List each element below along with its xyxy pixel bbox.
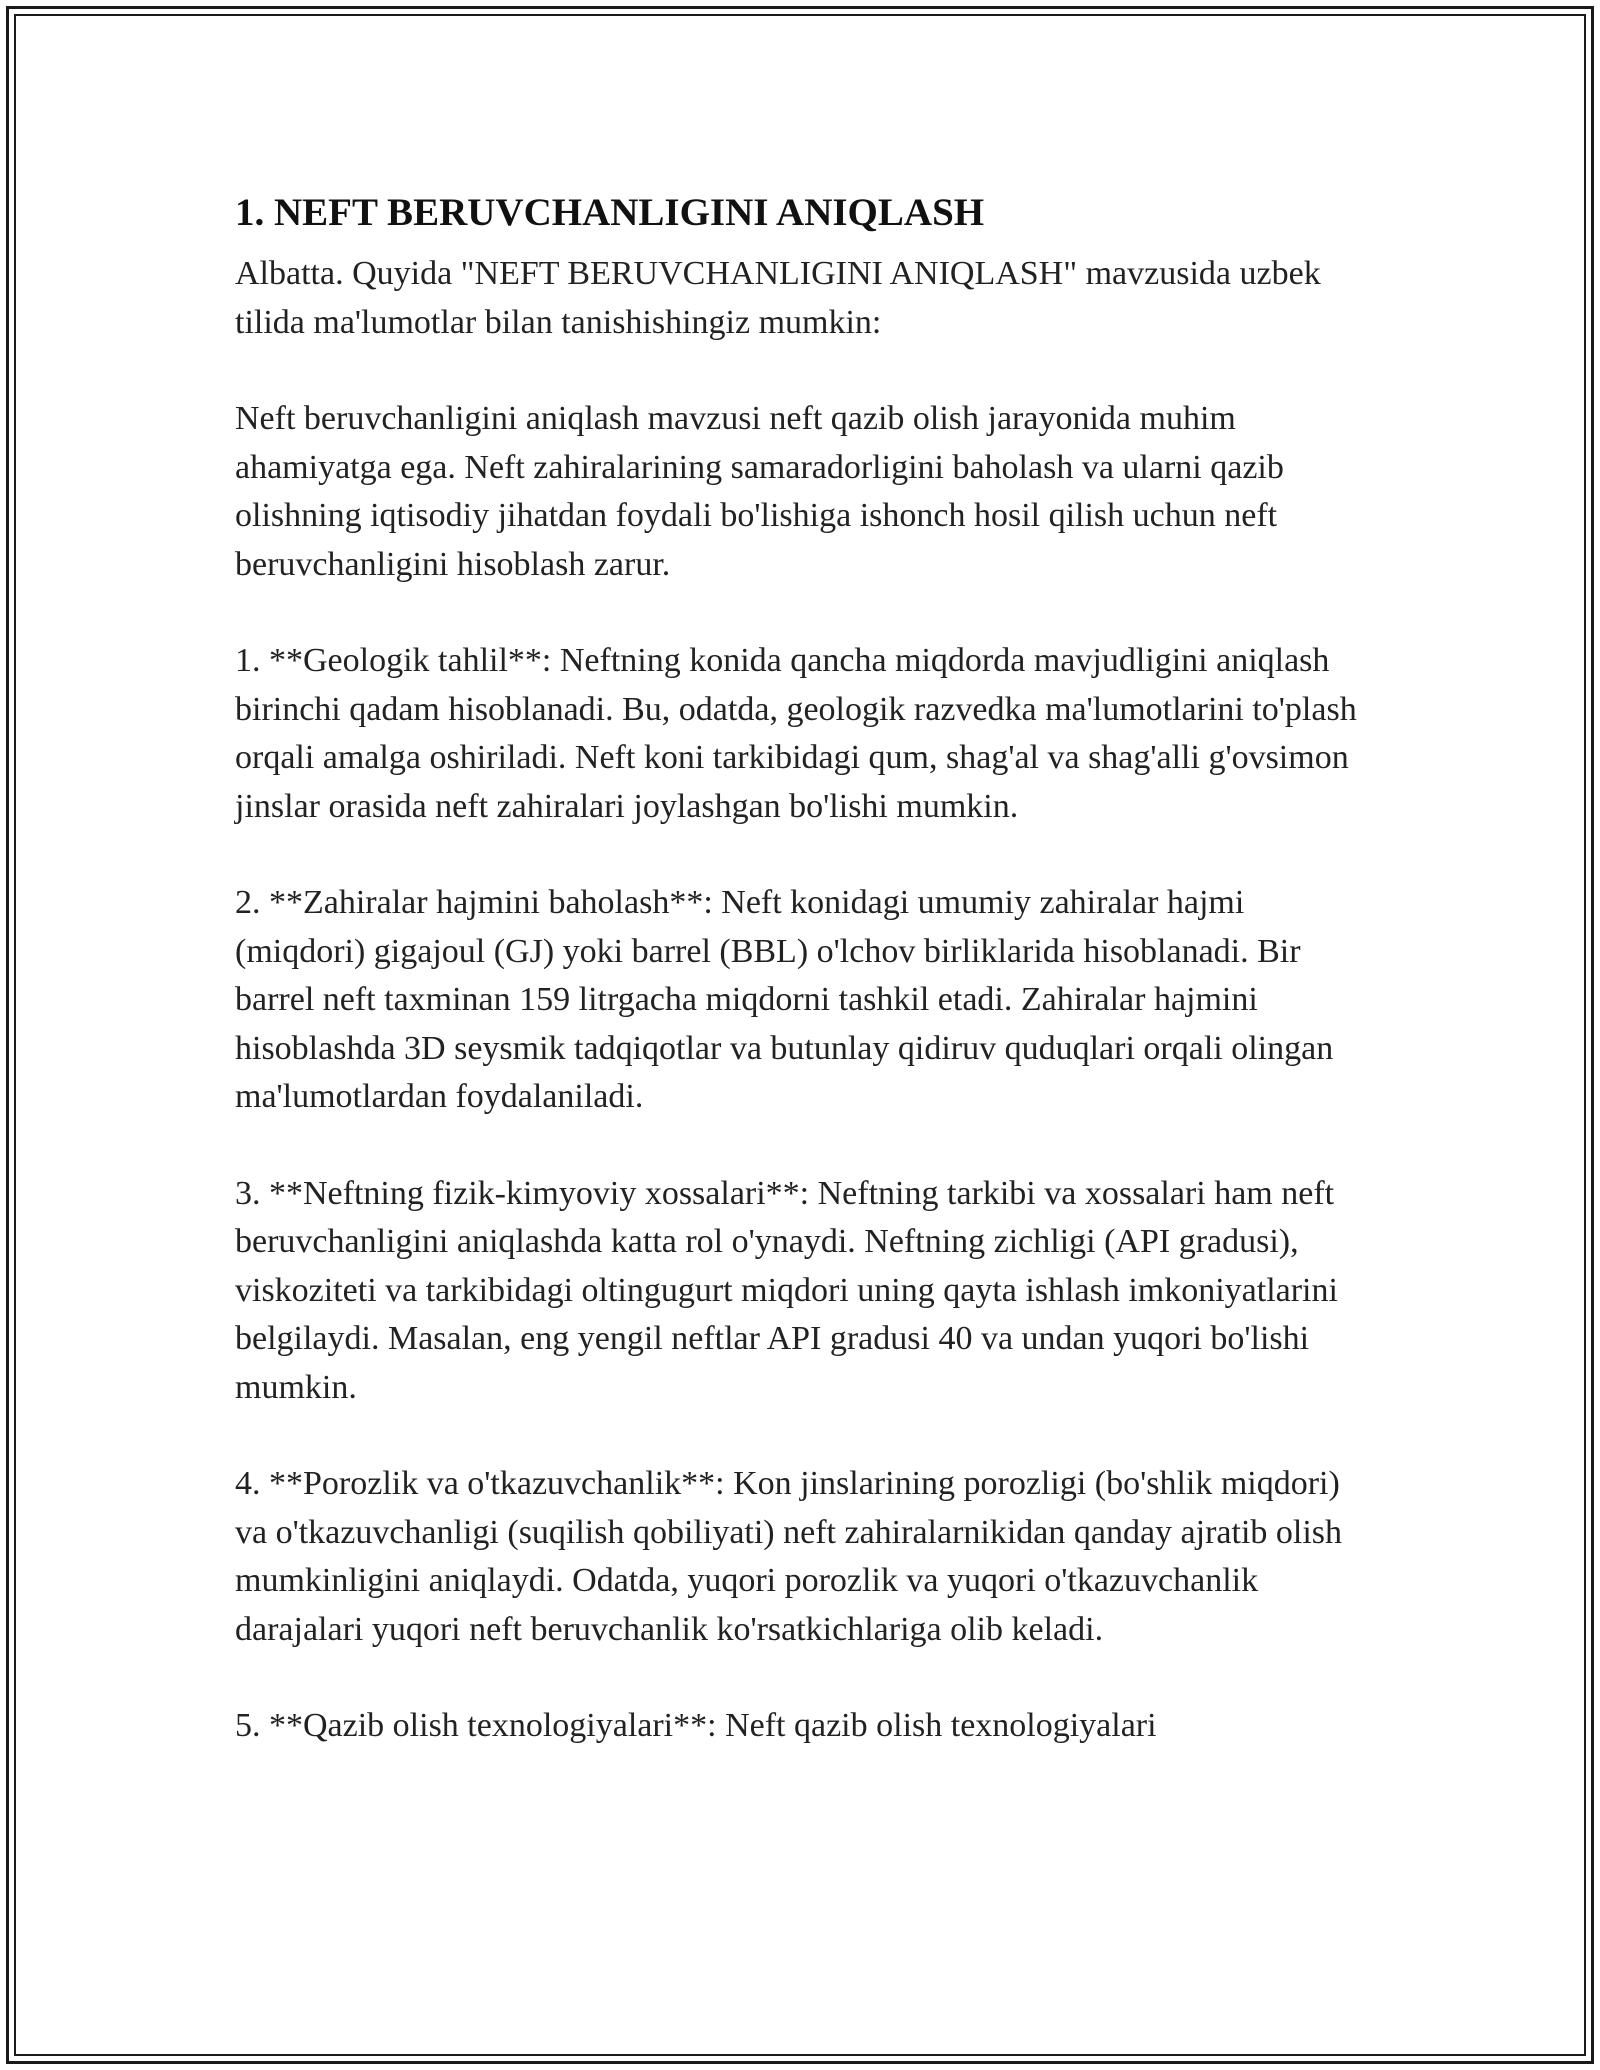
section-porozlik-otkazuvchanlik: 4. **Porozlik va o'tkazuvchanlik**: Kon jinslarining porozligi (bo'shlik miqdori) va o'tkazuvchanligi (suqilish qobiliyati) neft zahiralarnikidan qanday ajratib olish mumkinligini aniqlaydi. Odatda, yuqori porozlik va yuqori o'tkazuvchanlik darajalari yuqori neft beruvchanlik ko'rsatkichlariga olib keladi. [235, 1465, 1343, 1648]
intro-paragraph: Albatta. Quyida "NEFT BERUVCHANLIGINI ANIQLASH" mavzusida uzbek tilida ma'lumotlar bilan tanishishingiz mumkin: [235, 255, 1321, 341]
document-title: 1. NEFT BERUVCHANLIGINI ANIQLASH [235, 191, 985, 234]
section-zahiralar-hajmi: 2. **Zahiralar hajmini baholash**: Neft konidagi umumiy zahiralar hajmi (miqdori) gigajoul (GJ) yoki barrel (BBL) o'lchov birliklarida hisoblanadi. Bir barrel neft taxminan 159 litrgacha miqdorni tashkil etadi. Zahiralar hajmini hisoblashda 3D seysmik tadqiqotlar va butunlay qidiruv quduqlari orqali olingan ma'lumotlardan foydalaniladi. [235, 884, 1334, 1115]
document-body [235, 178, 1380, 1799]
section-fizik-kimyoviy-xossalar: 3. **Neftning fizik-kimyoviy xossalari**: Neftning tarkibi va xossalari ham neft beruvchanligini aniqlashda katta rol o'ynaydi. Neftning zichligi (API gradusi), viskoziteti va tarkibidagi oltingugurt miqdori uning qayta ishlash imkoniyatlarini belgilaydi. Masalan, eng yengil neftlar API gradusi 40 va undan yuqori bo'lishi mumkin. [235, 1174, 1338, 1406]
section-qazib-olish-texnologiyalari: 5. **Qazib olish texnologiyalari**: Neft qazib olish texnologiyalari [235, 1707, 1157, 1744]
section-geologik-tahlil: 1. **Geologik tahlil**: Neftning konida qancha miqdorda mavjudligini aniqlash birinchi qadam hisoblanadi. Bu, odatda, geologik razvedka ma'lumotlarini to'plash orqali amalga oshiriladi. Neft koni tarkibidagi qum, shag'al va shag'alli g'ovsimon jinslar orasida neft zahiralari joylashgan bo'lishi mumkin. [235, 642, 1357, 825]
overview-paragraph: Neft beruvchanligini aniqlash mavzusi neft qazib olish jarayonida muhim ahamiyatga ega. Neft zahiralarining samaradorligini baholash va ularni qazib olishning iqtisodiy jihatdan foydali bo'lishiga ishonch hosil qilish uchun neft beruvchanligini hisoblash zarur. [235, 400, 1284, 583]
